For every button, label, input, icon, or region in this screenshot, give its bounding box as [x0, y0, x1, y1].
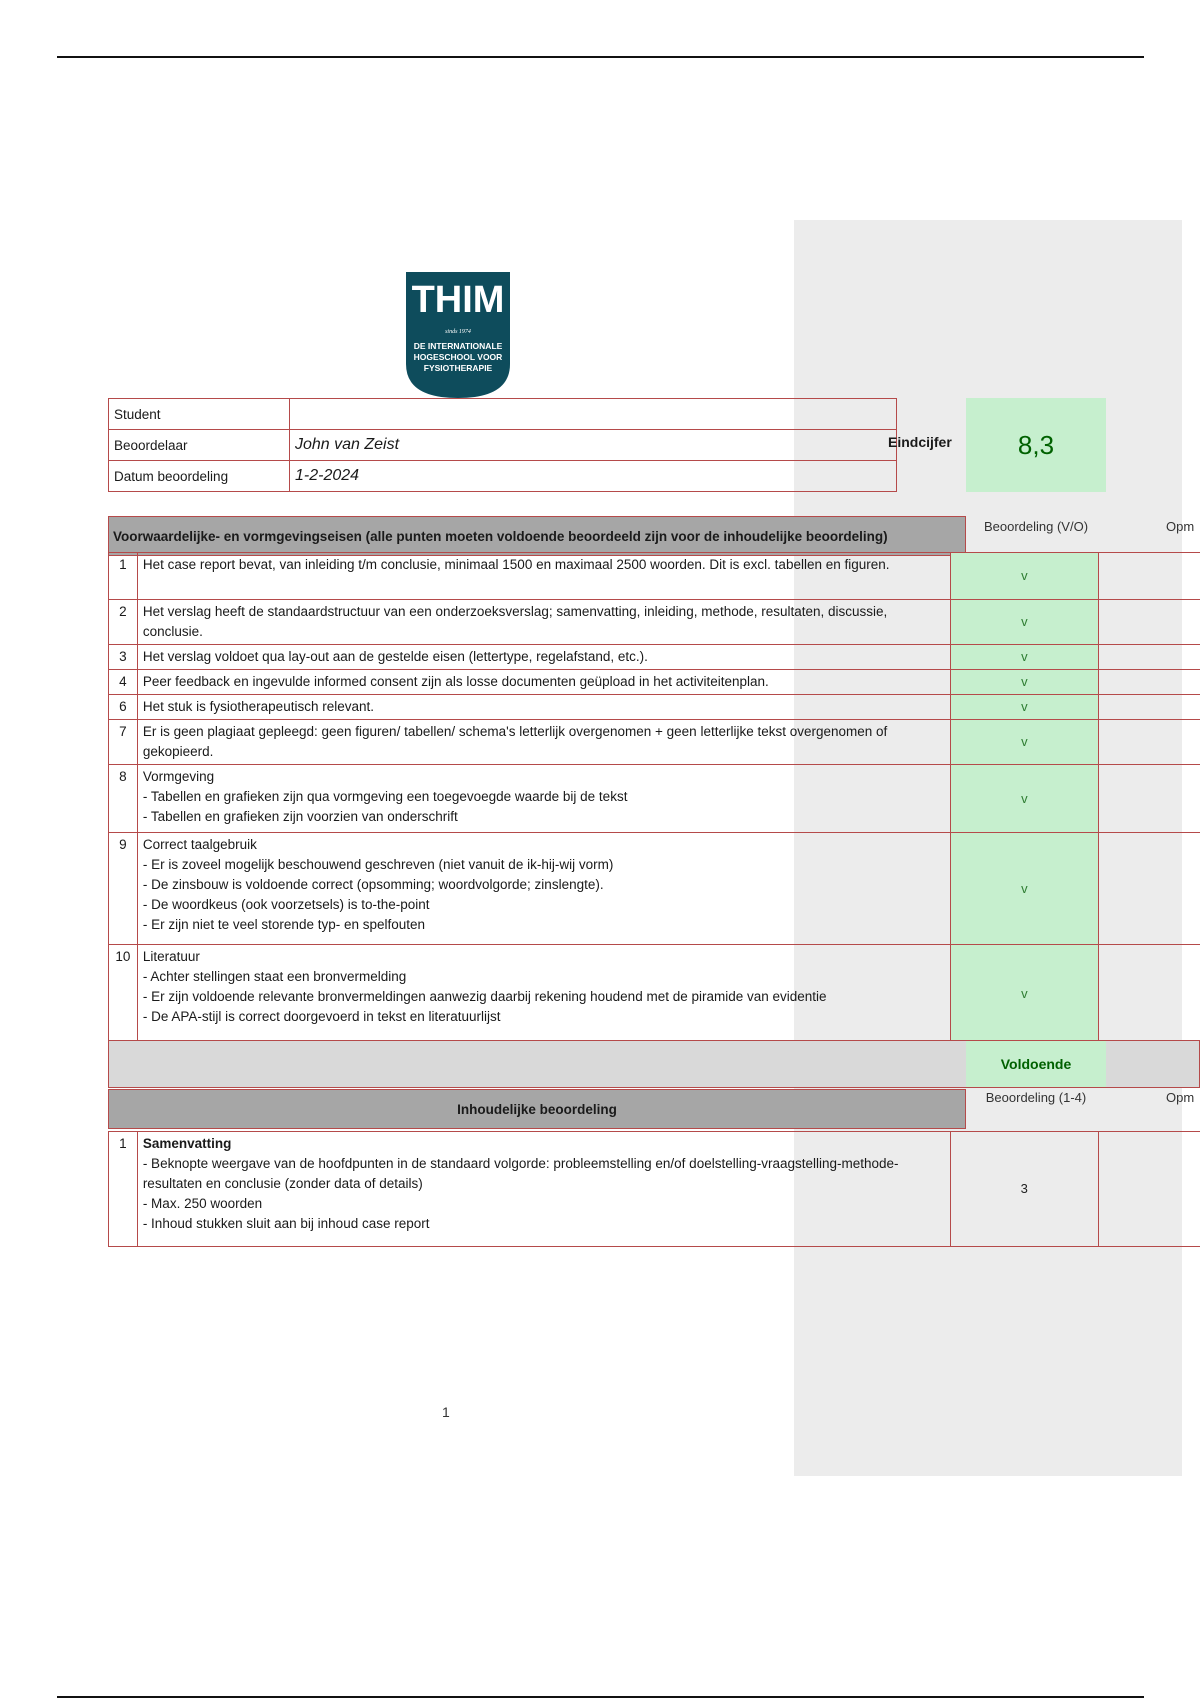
criterion-score[interactable]: v [950, 670, 1098, 695]
beoordelaar-value[interactable]: John van Zeist [290, 430, 897, 461]
criterion-score[interactable]: v [950, 720, 1098, 765]
criterion-subitem: - Max. 250 woorden [142, 1196, 263, 1211]
criterion-subitem: - De APA-stijl is correct doorgevoerd in tekst en literatuurlijst [142, 1009, 501, 1024]
criterion-row [109, 833, 1200, 945]
criterion-remark[interactable] [1098, 645, 1200, 670]
criterion-number: 7 [109, 720, 138, 765]
criterion-text: Er is geen plagiaat gepleegd: geen figuren/ tabellen/ schema's letterlijk overgenomen + geen letterlijke tekst overgenomen of gekopieerd. [142, 724, 888, 759]
criterion-row [109, 600, 1200, 645]
criterion-description [137, 833, 950, 945]
top-rule [57, 56, 1144, 58]
criterion-score[interactable]: v [950, 945, 1098, 1043]
criterion-description [137, 720, 950, 765]
section2-rows [109, 1132, 1200, 1247]
section1-opm-column-header: Opm [1166, 519, 1195, 534]
criterion-remark[interactable] [1098, 1132, 1200, 1247]
criterion-description [137, 600, 950, 645]
criterion-row [109, 945, 1200, 1043]
criterion-row [109, 1132, 1200, 1247]
criterion-text: Het stuk is fysiotherapeutisch relevant. [142, 699, 374, 714]
criterion-score[interactable]: v [950, 600, 1098, 645]
datum-value[interactable]: 1-2-2024 [290, 461, 897, 492]
section2-opm-column-header: Opm [1166, 1090, 1195, 1105]
criterion-remark[interactable] [1098, 695, 1200, 720]
criterion-number: 10 [109, 945, 138, 1043]
criterion-subitem: - Er is zoveel mogelijk beschouwend geschreven (niet vanuit de ik-hij-wij vorm) [142, 857, 614, 872]
criterion-description [137, 1132, 950, 1247]
section2-table [108, 1131, 1200, 1247]
criterion-score[interactable]: v [950, 645, 1098, 670]
student-label: Student [109, 399, 290, 430]
criterion-text: Het verslag voldoet qua lay-out aan de gestelde eisen (lettertype, regelafstand, etc.). [142, 649, 648, 664]
criterion-row [109, 553, 1200, 600]
criterion-description [137, 765, 950, 833]
logo-since: sinds 1974 [445, 329, 471, 335]
criterion-number: 1 [109, 1132, 138, 1247]
criterion-subitem: - Tabellen en grafieken zijn qua vormgeving een toegevoegde waarde bij de tekst [142, 789, 628, 804]
student-info-table [108, 398, 897, 492]
criterion-score[interactable]: v [950, 695, 1098, 720]
criterion-text: Samenvatting [142, 1136, 232, 1151]
logo-title: THIM [411, 279, 505, 321]
criterion-subitem: - De woordkeus (ook voorzetsels) is to-the-point [142, 897, 430, 912]
criterion-number: 2 [109, 600, 138, 645]
criterion-remark[interactable] [1098, 600, 1200, 645]
criterion-subitem: - Achter stellingen staat een bronvermelding [142, 969, 407, 984]
criterion-description [137, 695, 950, 720]
page-number: 1 [442, 1404, 450, 1420]
section1-result: Voldoende [966, 1041, 1106, 1087]
thim-logo [406, 272, 510, 398]
criterion-description [137, 553, 950, 600]
student-value[interactable] [290, 399, 897, 430]
criterion-row [109, 670, 1200, 695]
criterion-number: 9 [109, 833, 138, 945]
criterion-number: 3 [109, 645, 138, 670]
criterion-row [109, 765, 1200, 833]
criterion-subitem: - Er zijn voldoende relevante bronvermeldingen aanwezig daarbij rekening houdend met de piramide van evidentie [142, 989, 827, 1004]
section1-rows [109, 553, 1200, 1043]
criterion-row [109, 695, 1200, 720]
criterion-text: Peer feedback en ingevulde informed consent zijn als losse documenten geüpload in het activiteitenplan. [142, 674, 769, 689]
section1-score-column-header: Beoordeling (V/O) [983, 519, 1089, 534]
criterion-subitem: - Inhoud stukken sluit aan bij inhoud case report [142, 1216, 430, 1231]
criterion-text: Correct taalgebruik [142, 837, 257, 852]
criterion-score[interactable]: v [950, 553, 1098, 600]
criterion-number: 8 [109, 765, 138, 833]
criterion-remark[interactable] [1098, 720, 1200, 765]
criterion-score[interactable]: v [950, 765, 1098, 833]
datum-label: Datum beoordeling [109, 461, 290, 492]
criterion-score[interactable]: v [950, 833, 1098, 945]
eindcijfer-value: 8,3 [966, 398, 1106, 492]
criterion-score[interactable]: 3 [950, 1132, 1098, 1247]
criterion-subitem: - Tabellen en grafieken zijn voorzien van onderschrift [142, 809, 458, 824]
eindcijfer-label: Eindcijfer [888, 434, 952, 450]
logo-line3: FYSIOTHERAPIE [423, 363, 493, 373]
criterion-number: 6 [109, 695, 138, 720]
criterion-number: 4 [109, 670, 138, 695]
criterion-text: Literatuur [142, 949, 200, 964]
criterion-row [109, 720, 1200, 765]
criterion-subitem: - De zinsbouw is voldoende correct (opsomming; woordvolgorde; zinslengte). [142, 877, 604, 892]
section1-table [108, 552, 1200, 1043]
criterion-row [109, 645, 1200, 670]
bottom-rule [57, 1696, 1144, 1698]
criterion-text: Vormgeving [142, 769, 215, 784]
criterion-text: Het verslag heeft de standaardstructuur van een onderzoeksverslag; samenvatting, inleiding, methode, resultaten, discussie, conclusie. [142, 604, 888, 639]
criterion-subitem: - Beknopte weergave van de hoofdpunten in de standaard volgorde: probleemstelling en/of doelstelling-vraagstelling-methode-resultaten en conclusie (zonder data of details) [142, 1156, 899, 1191]
criterion-subitem: - Er zijn niet te veel storende typ- en spelfouten [142, 917, 426, 932]
criterion-description [137, 670, 950, 695]
criterion-remark[interactable] [1098, 553, 1200, 600]
criterion-remark[interactable] [1098, 670, 1200, 695]
logo-line2: HOGESCHOOL VOOR [413, 352, 503, 362]
criterion-remark[interactable] [1098, 765, 1200, 833]
section2-score-column-header: Beoordeling (1-4) [985, 1090, 1087, 1105]
criterion-text: Het case report bevat, van inleiding t/m conclusie, minimaal 1500 en maximaal 2500 woorden. Dit is excl. tabellen en figuren. [142, 557, 890, 572]
section2-header: Inhoudelijke beoordeling [108, 1089, 966, 1129]
beoordelaar-label: Beoordelaar [109, 430, 290, 461]
criterion-number: 1 [109, 553, 138, 600]
section1-header: Voorwaardelijke- en vormgevingseisen (alle punten moeten voldoende beoordeeld zijn voor de inhoudelijke beoordeling) [108, 516, 966, 556]
criterion-remark[interactable] [1098, 833, 1200, 945]
criterion-remark[interactable] [1098, 945, 1200, 1043]
criterion-description [137, 945, 950, 1043]
logo-line1: DE INTERNATIONALE [413, 341, 503, 351]
criterion-description [137, 645, 950, 670]
